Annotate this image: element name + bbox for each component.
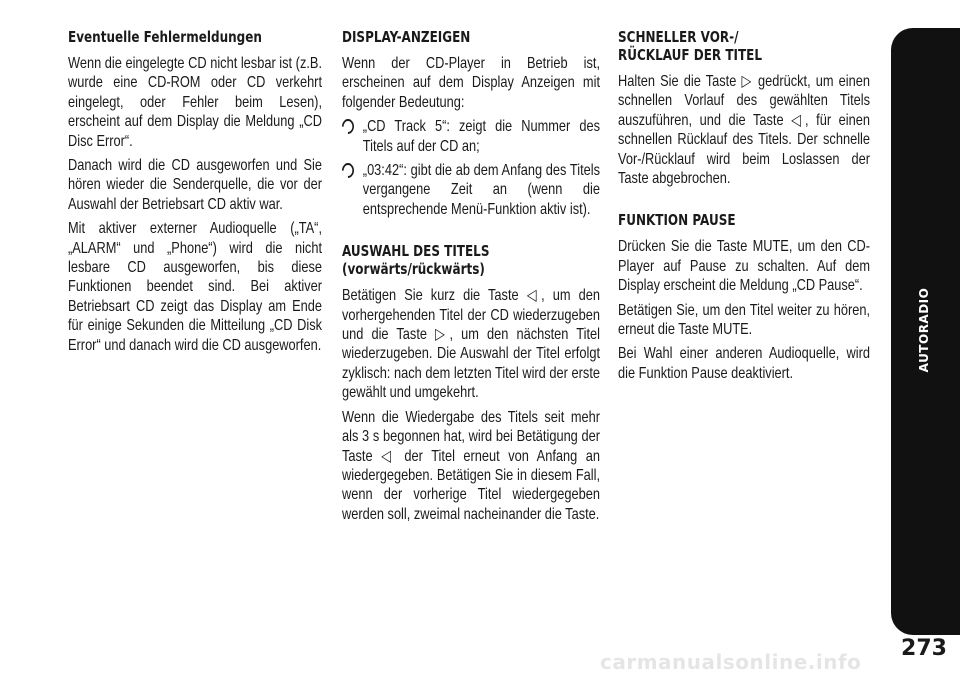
bullet-text: „CD Track 5“: zeigt die Nummer des Titels auf der CD an;	[362, 118, 600, 155]
paragraph: Wenn der CD-Player in Betrieb ist, erscheinen auf dem Display Anzeigen mit folgender Bedeutung:	[342, 55, 600, 111]
section-heading-funktion-pause: FUNKTION PAUSE	[618, 211, 736, 230]
section-heading-auswahl	[342, 242, 600, 278]
heading-line: AUSWAHL DES TITELS	[342, 242, 490, 261]
bullet-text: „03:42“: gibt die ab dem Anfang des Titels vergangene Zeit an (wenn die entsprechende Menü-Funktion aktiv ist).	[362, 162, 600, 218]
column-middle	[342, 28, 600, 529]
column-right	[618, 28, 870, 388]
column-left	[68, 28, 322, 360]
heading-line: (vorwärts/rückwärts)	[342, 260, 485, 279]
section-heading-fehlermeldungen: Eventuelle Fehlermeldungen	[68, 28, 262, 46]
paragraph: Drücken Sie die Taste MUTE, um den CD-Player auf Pause zu schalten. Auf dem Display erscheint die Meldung „CD Pause“.	[618, 238, 870, 295]
watermark: carmanualsonline.info	[600, 650, 862, 674]
bullet-item	[342, 117, 600, 156]
section-heading-display-anzeigen: DISPLAY-ANZEIGEN	[342, 28, 471, 46]
section-heading-schneller-vorlauf	[618, 28, 870, 64]
chapter-label: AUTORADIO	[917, 287, 931, 373]
paragraph: Bei Wahl einer anderen Audioquelle, wird die Funktion Pause deaktiviert.	[618, 345, 870, 382]
bullet-item	[342, 161, 600, 219]
page-number: 273	[901, 636, 947, 661]
paragraph: Betätigen Sie, um den Titel weiter zu hören, erneut die Taste MUTE.	[618, 301, 870, 339]
paragraph: Mit aktiver externer Audioquelle („TA“, „ALARM“ und „Phone“) wird die nicht lesbare CD ausgeworfen, bis diese Funktionen beendet sind. Bei aktiver Betriebsart CD zeigt das Display am Ende für einige Sekunden die Mitteilung „CD Disk Error“ und danach wird die CD ausgeworfen.	[68, 220, 322, 354]
paragraph: Halten Sie die Taste ▷ gedrückt, um einen schnellen Vorlauf des gewählten Titels auszuführen, und die Taste ◁, für einen schnellen Rücklauf des Titels. Der schnelle Vor-/Rücklauf wird beim Loslassen der Taste abgebrochen.	[618, 73, 870, 188]
paragraph: Wenn die eingelegte CD nicht lesbar ist (z.B. wurde eine CD-ROM oder CD verkehrt eingelegt, oder Fehler beim Lesen), erscheint auf dem Display die Meldung „CD Disc Error“.	[68, 55, 322, 150]
heading-line: SCHNELLER VOR-/	[618, 28, 739, 46]
paragraph: Betätigen Sie kurz die Taste ◁, um den vorhergehenden Titel der CD wiederzugeben und die Taste ▷, um den nächsten Titel wiederzugeben. Die Auswahl der Titel erfolgt zyklisch: nach dem letzten Titel wird der erste gewählt und umgekehrt.	[342, 287, 600, 402]
bullet-circle-icon	[340, 160, 357, 181]
bullet-circle-icon	[340, 116, 357, 137]
heading-line: RÜCKLAUF DER TITEL	[618, 46, 763, 64]
paragraph: Danach wird die CD ausgeworfen und Sie hören wieder die Senderquelle, die vor der Auswahl der Betriebsart CD aktiv war.	[68, 157, 322, 213]
paragraph: Wenn die Wiedergabe des Titels seit mehr als 3 s begonnen hat, wird bei Betätigung der Taste ◁ der Titel erneut von Anfang an wiedergegeben. Betätigen Sie in diesem Fall, wenn der vorherige Titel wiedergegeben werden soll, zweimal nacheinander die Taste.	[342, 408, 600, 523]
